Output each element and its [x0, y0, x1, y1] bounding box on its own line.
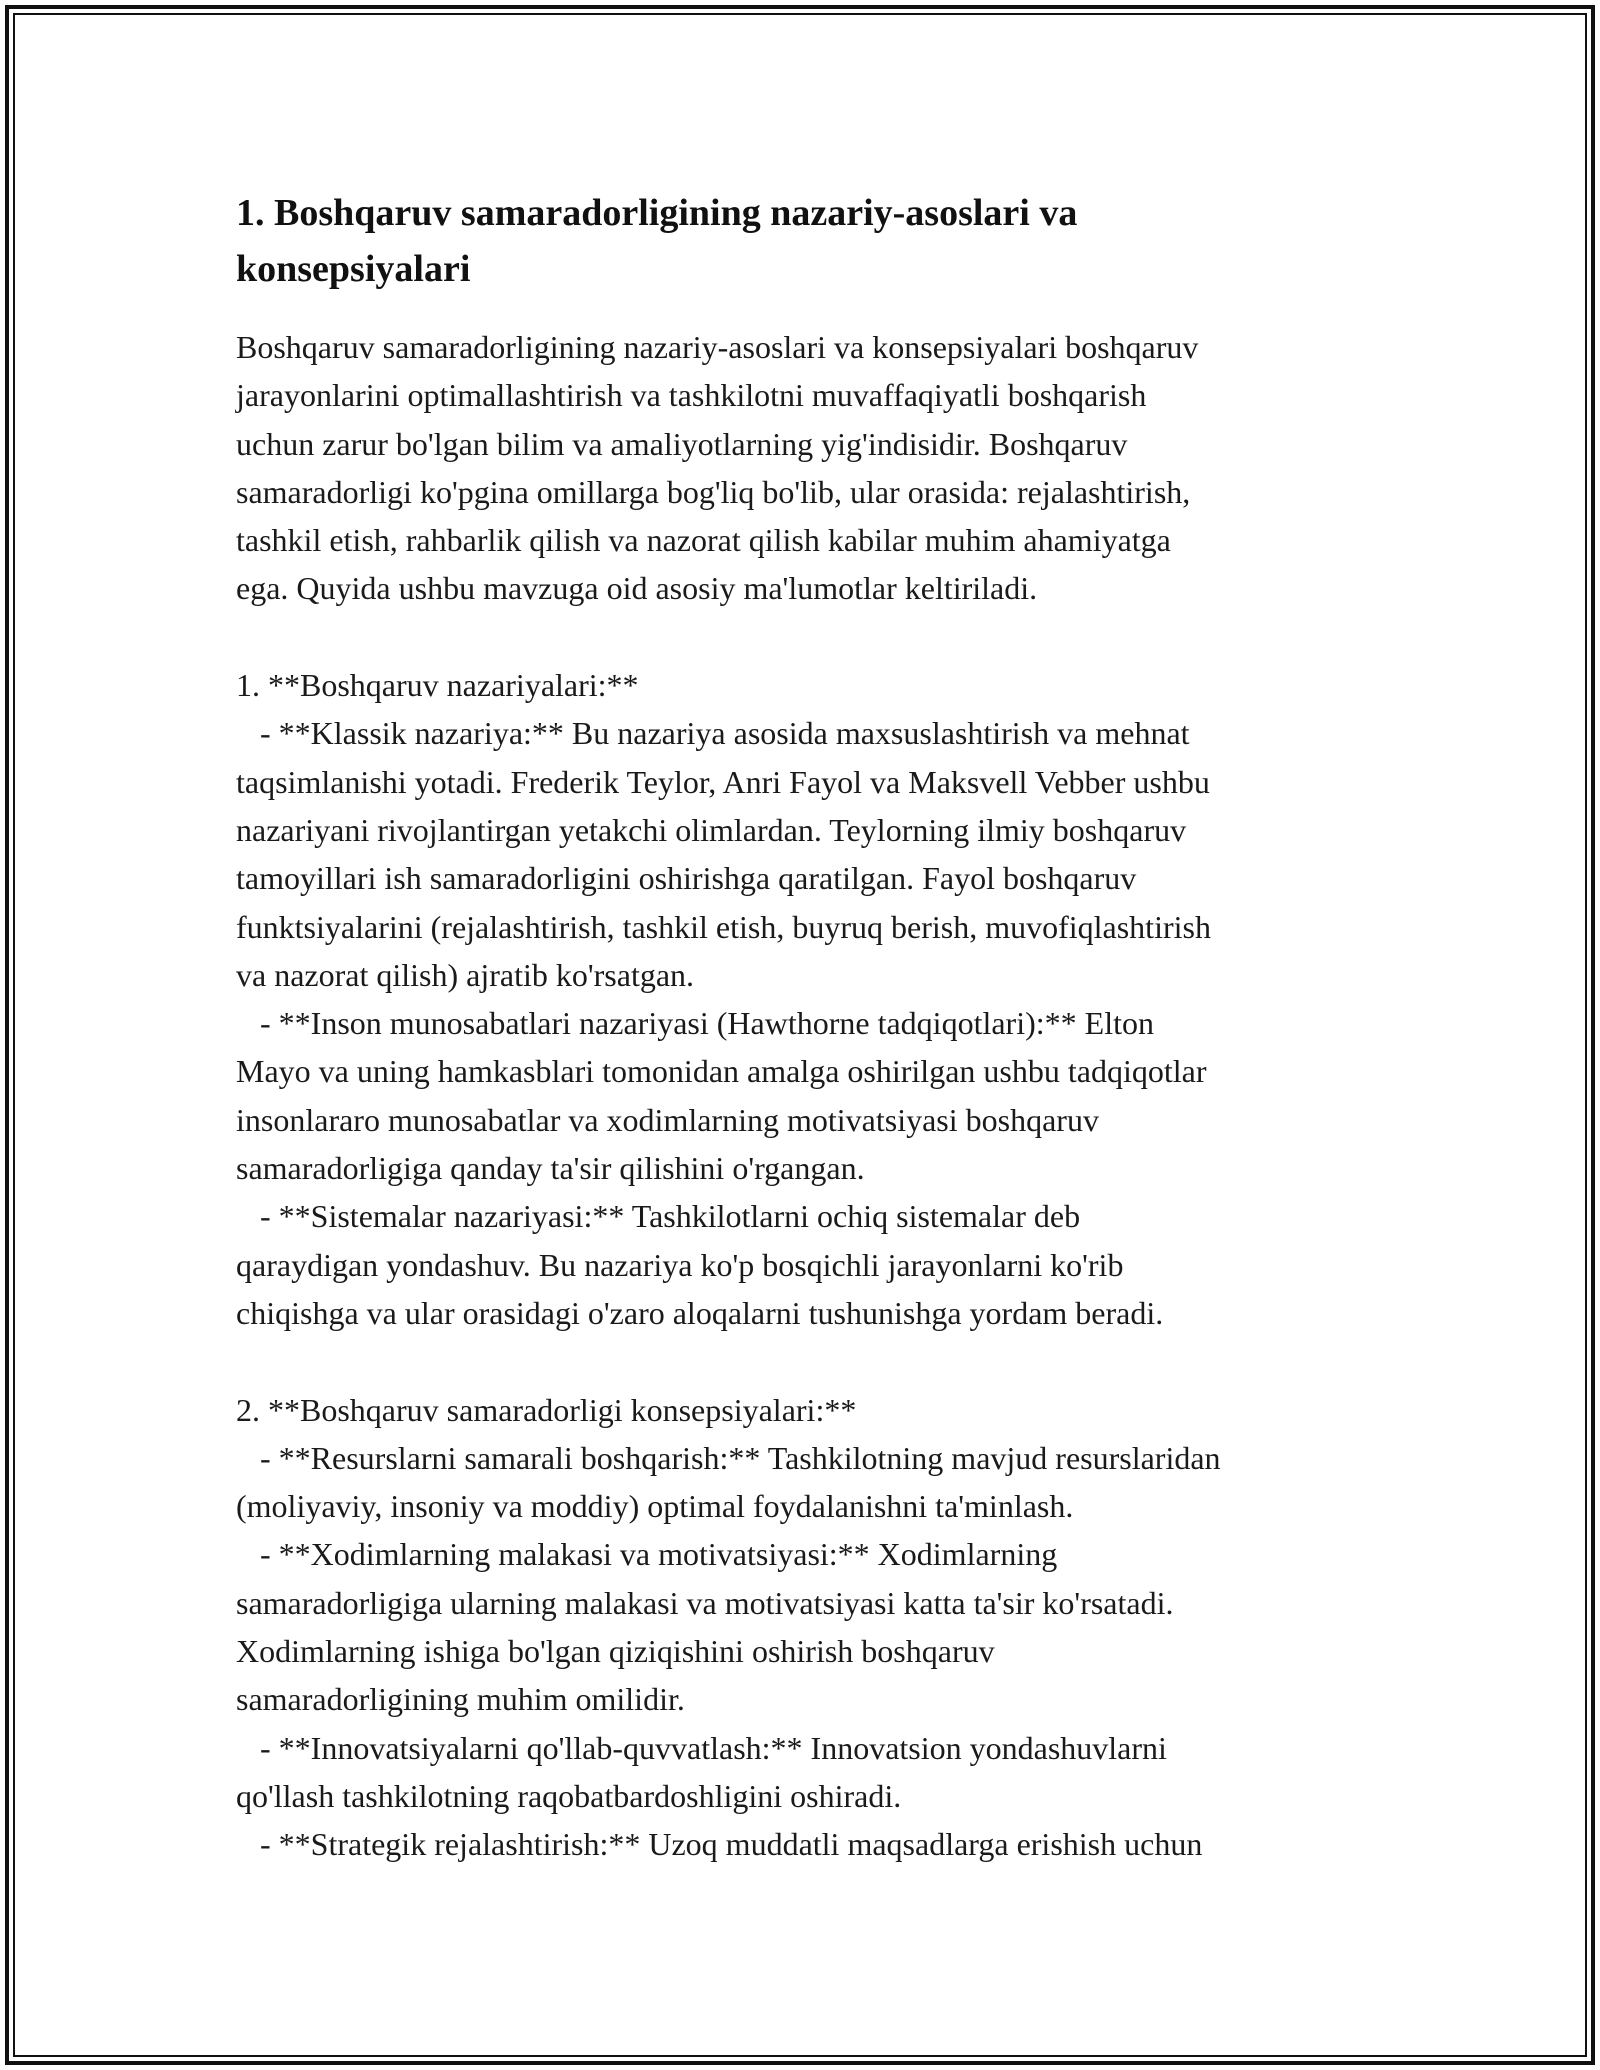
document-body: Boshqaruv samaradorligining nazariy-asoslari va konsepsiyalari boshqaruv jarayonlarini optimallashtirish va tashkilotni muvaffaqiyatli boshqarish uchun zarur bo'lgan bilim va amaliyotlarning yig'indisidir. Boshqaruv samaradorligi ko'pgina omillarga bog'liq bo'lib, ular orasida: rejalashtirish, tashkil etish, rahbarlik qilish va nazorat qilish kabilar muhim ahamiyatga ega. Quyida ushbu mavzuga oid asosiy ma'lumotlar keltiriladi. 1. **Boshqaruv nazariyalari:** - **Klassik nazariya:** Bu nazariya asosida maxsuslashtirish va mehnat taqsimlanishi yotadi. Frederik Teylor, Anri Fayol va Maksvell Vebber ushbu nazariyani rivojlantirgan yetakchi olimlardan. Teylorning ilmiy boshqaruv tamoyillari ish samaradorligini oshirishga qaratilgan. Fayol boshqaruv funktsiyalarini (rejalashtirish, tashkil etish, buyruq berish, muvofiqlashtirish va nazorat qilish) ajratib ko'rsatgan. - **Inson munosabatlari nazariyasi (Hawthorne tadqiqotlari):** Elton Mayo va uning hamkasblari tomonidan amalga oshirilgan ushbu tadqiqotlar insonlararo munosabatlar va xodimlarning motivatsiyasi boshqaruv samaradorligiga qanday ta'sir qilishini o'rgangan. - **Sistemalar nazariyasi:** Tashkilotlarni ochiq sistemalar deb qaraydigan yondashuv. Bu nazariya ko'p bosqichli jarayonlarni ko'rib chiqishga va ular orasidagi o'zaro aloqalarni tushunishga yordam beradi. 2. **Boshqaruv samaradorligi konsepsiyalari:** - **Resurslarni samarali boshqarish:** Tashkilotning mavjud resurslaridan (moliyaviy, insoniy va moddiy) optimal foydalanishni ta'minlash. - **Xodimlarning malakasi va motivatsiyasi:** Xodimlarning samaradorligiga ularning malakasi va motivatsiyasi katta ta'sir ko'rsatadi. Xodimlarning ishiga bo'lgan qiziqishini oshirish boshqaruv samaradorligining muhim omilidir. - **Innovatsiyalarni qo'llab-quvvatlash:** Innovatsion yondashuvlarni qo'llash tashkilotning raqobatbardoshligini oshiradi. - **Strategik rejalashtirish:** Uzoq muddatli maqsadlarga erishish uchun [236, 329, 1221, 1863]
document-content [236, 185, 1376, 1869]
document-title: 1. Boshqaruv samaradorligining nazariy-asoslari va konsepsiyalari [236, 192, 1078, 290]
